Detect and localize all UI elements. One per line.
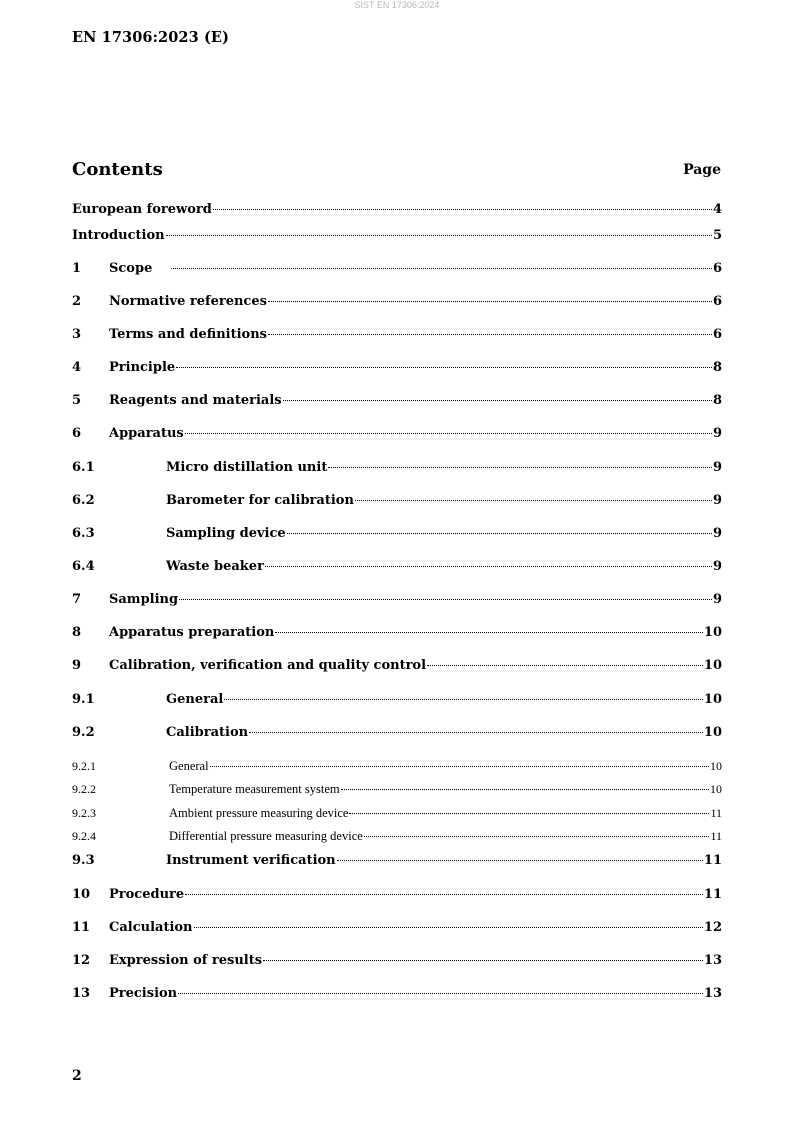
contents-heading: Contents — [72, 159, 163, 180]
toc-entry-sampling[interactable] — [72, 592, 722, 610]
toc-entry-page: 9 — [712, 493, 722, 508]
toc-entry-page: 10 — [703, 625, 722, 640]
toc-entry-title: Instrument verification — [166, 853, 336, 868]
toc-entry-title: Ambient pressure measuring device — [169, 806, 349, 820]
dot-leader — [249, 732, 703, 733]
toc-entry-apparatus-preparation[interactable] — [72, 625, 722, 643]
toc-entry-page: 6 — [712, 261, 722, 276]
toc-entry-number: 8 — [72, 625, 82, 640]
dot-leader — [427, 665, 703, 666]
dot-leader — [349, 813, 709, 814]
toc-entry-title: Barometer for calibration — [166, 493, 354, 508]
dot-leader — [265, 566, 712, 567]
toc-entry-number: 6.4 — [72, 559, 95, 574]
toc-entry-calibration-general[interactable] — [72, 759, 722, 775]
toc-entry-number: 12 — [72, 953, 91, 968]
toc-entry-title: Introduction — [72, 228, 165, 243]
toc-entry-page: 11 — [703, 887, 722, 902]
toc-entry-normative-references[interactable] — [72, 294, 722, 312]
toc-entry-number: 13 — [72, 986, 91, 1001]
toc-entry-number: 5 — [72, 393, 82, 408]
dot-leader — [275, 632, 703, 633]
toc-entry-title: Terms and definitions — [109, 327, 267, 342]
toc-entry-general[interactable] — [72, 692, 722, 710]
dot-leader — [268, 301, 712, 302]
toc-entry-number: 9.3 — [72, 853, 95, 868]
toc-entry-page: 9 — [712, 426, 722, 441]
toc-entry-number: 9 — [72, 658, 82, 673]
toc-entry-title: Differential pressure measuring device — [169, 829, 363, 843]
toc-entry-micro-distillation-unit[interactable] — [72, 460, 722, 478]
toc-entry-page: 13 — [703, 986, 722, 1001]
toc-entry-scope[interactable] — [72, 261, 722, 279]
toc-entry-title: Temperature measurement system — [169, 782, 340, 796]
toc-entry-apparatus[interactable] — [72, 426, 722, 444]
toc-entry-page: 9 — [712, 592, 722, 607]
toc-entry-instrument-verification[interactable] — [72, 853, 722, 871]
toc-entry-procedure[interactable] — [72, 887, 722, 905]
dot-leader — [341, 789, 709, 790]
toc-entry-principle[interactable] — [72, 360, 722, 378]
dot-leader — [364, 836, 710, 837]
toc-entry-title: Apparatus — [109, 426, 184, 441]
toc-entry-page: 4 — [712, 202, 722, 217]
toc-entry-page: 13 — [703, 953, 722, 968]
page-column-label: Page — [683, 162, 721, 178]
dot-leader — [178, 993, 703, 994]
toc-entry-page: 12 — [703, 920, 722, 935]
toc-entry-page: 10 — [703, 658, 722, 673]
toc-entry-title: European foreword — [72, 202, 212, 217]
toc-entry-number: 9.2.3 — [72, 806, 96, 820]
toc-entry-title: Calibration, verification and quality control — [109, 658, 427, 673]
toc-entry-introduction[interactable] — [72, 228, 722, 246]
toc-entry-title: Sampling device — [166, 526, 286, 541]
toc-entry-title: Sampling — [109, 592, 179, 607]
toc-entry-title: Calibration — [166, 725, 249, 740]
dot-leader — [185, 433, 712, 434]
toc-entry-temperature-measurement-system[interactable] — [72, 782, 722, 798]
toc-entry-title: Reagents and materials — [109, 393, 282, 408]
toc-entry-title: Calculation — [109, 920, 193, 935]
dot-leader — [210, 766, 709, 767]
toc-entry-number: 6 — [72, 426, 82, 441]
toc-entry-number: 11 — [72, 920, 91, 935]
toc-entry-page: 10 — [710, 782, 722, 796]
toc-entry-calculation[interactable] — [72, 920, 722, 938]
toc-entry-page: 10 — [703, 725, 722, 740]
toc-entry-terms-and-definitions[interactable] — [72, 327, 722, 345]
toc-entry-number: 1 — [72, 261, 82, 276]
toc-entry-title: Scope — [109, 261, 153, 276]
document-id: EN 17306:2023 (E) — [72, 29, 230, 46]
toc-entry-page: 8 — [712, 360, 722, 375]
dot-leader — [268, 334, 712, 335]
toc-entry-page: 11 — [703, 853, 722, 868]
dot-leader — [166, 235, 712, 236]
toc-entry-differential-pressure-device[interactable] — [72, 829, 722, 845]
toc-entry-page: 9 — [712, 460, 722, 475]
dot-leader — [337, 860, 703, 861]
toc-entry-page: 5 — [712, 228, 722, 243]
toc-entry-title: Expression of results — [109, 953, 263, 968]
dot-leader — [194, 927, 703, 928]
dot-leader — [185, 894, 703, 895]
toc-entry-number: 9.2.2 — [72, 782, 96, 796]
dot-leader — [355, 500, 712, 501]
toc-entry-number: 2 — [72, 294, 82, 309]
toc-entry-title: General — [169, 759, 209, 773]
toc-entry-title: Apparatus preparation — [109, 625, 275, 640]
dot-leader — [179, 599, 712, 600]
toc-entry-reagents-and-materials[interactable] — [72, 393, 722, 411]
toc-entry-page: 8 — [712, 393, 722, 408]
toc-entry-barometer-for-calibration[interactable] — [72, 493, 722, 511]
toc-entry-page: 11 — [710, 806, 722, 820]
toc-entry-number: 6.1 — [72, 460, 95, 475]
toc-entry-page: 9 — [712, 526, 722, 541]
toc-entry-european-foreword[interactable] — [72, 202, 722, 220]
toc-entry-page: 10 — [710, 759, 722, 773]
toc-entry-number: 7 — [72, 592, 82, 607]
toc-entry-number: 6.3 — [72, 526, 95, 541]
toc-entry-title: General — [166, 692, 224, 707]
toc-entry-number: 9.2.1 — [72, 759, 96, 773]
toc-entry-number: 4 — [72, 360, 82, 375]
dot-leader — [328, 467, 712, 468]
toc-entry-calibration[interactable] — [72, 725, 722, 743]
toc-entry-number: 9.1 — [72, 692, 95, 707]
toc-entry-page: 6 — [712, 294, 722, 309]
toc-entry-number: 9.2.4 — [72, 829, 96, 843]
toc-entry-number: 6.2 — [72, 493, 95, 508]
toc-entry-number: 10 — [72, 887, 91, 902]
toc-entry-waste-beaker[interactable] — [72, 559, 722, 577]
toc-entry-number: 3 — [72, 327, 82, 342]
toc-entry-page: 11 — [710, 829, 722, 843]
toc-entry-title: Precision — [109, 986, 178, 1001]
dot-leader — [287, 533, 712, 534]
toc-entry-page: 6 — [712, 327, 722, 342]
toc-entry-sampling-device[interactable] — [72, 526, 722, 544]
toc-entry-title: Normative references — [109, 294, 267, 309]
dot-leader — [171, 268, 712, 269]
dot-leader — [176, 367, 712, 368]
toc-entry-precision[interactable] — [72, 986, 722, 1004]
dot-leader — [224, 699, 703, 700]
toc-entry-expression-of-results[interactable] — [72, 953, 722, 971]
dot-leader — [263, 960, 703, 961]
toc-entry-number: 9.2 — [72, 725, 95, 740]
toc-entry-title: Procedure — [109, 887, 185, 902]
dot-leader — [213, 209, 712, 210]
toc-entry-title: Principle — [109, 360, 176, 375]
toc-entry-ambient-pressure-device[interactable] — [72, 806, 722, 822]
page-number: 2 — [72, 1068, 82, 1084]
toc-entry-page: 9 — [712, 559, 722, 574]
dot-leader — [283, 400, 712, 401]
watermark-text: SIST EN 17306:2024 — [354, 0, 440, 10]
toc-entry-page: 10 — [703, 692, 722, 707]
toc-entry-calibration-verification-quality[interactable] — [72, 658, 722, 676]
toc-entry-title: Micro distillation unit — [166, 460, 328, 475]
toc-entry-title: Waste beaker — [166, 559, 264, 574]
